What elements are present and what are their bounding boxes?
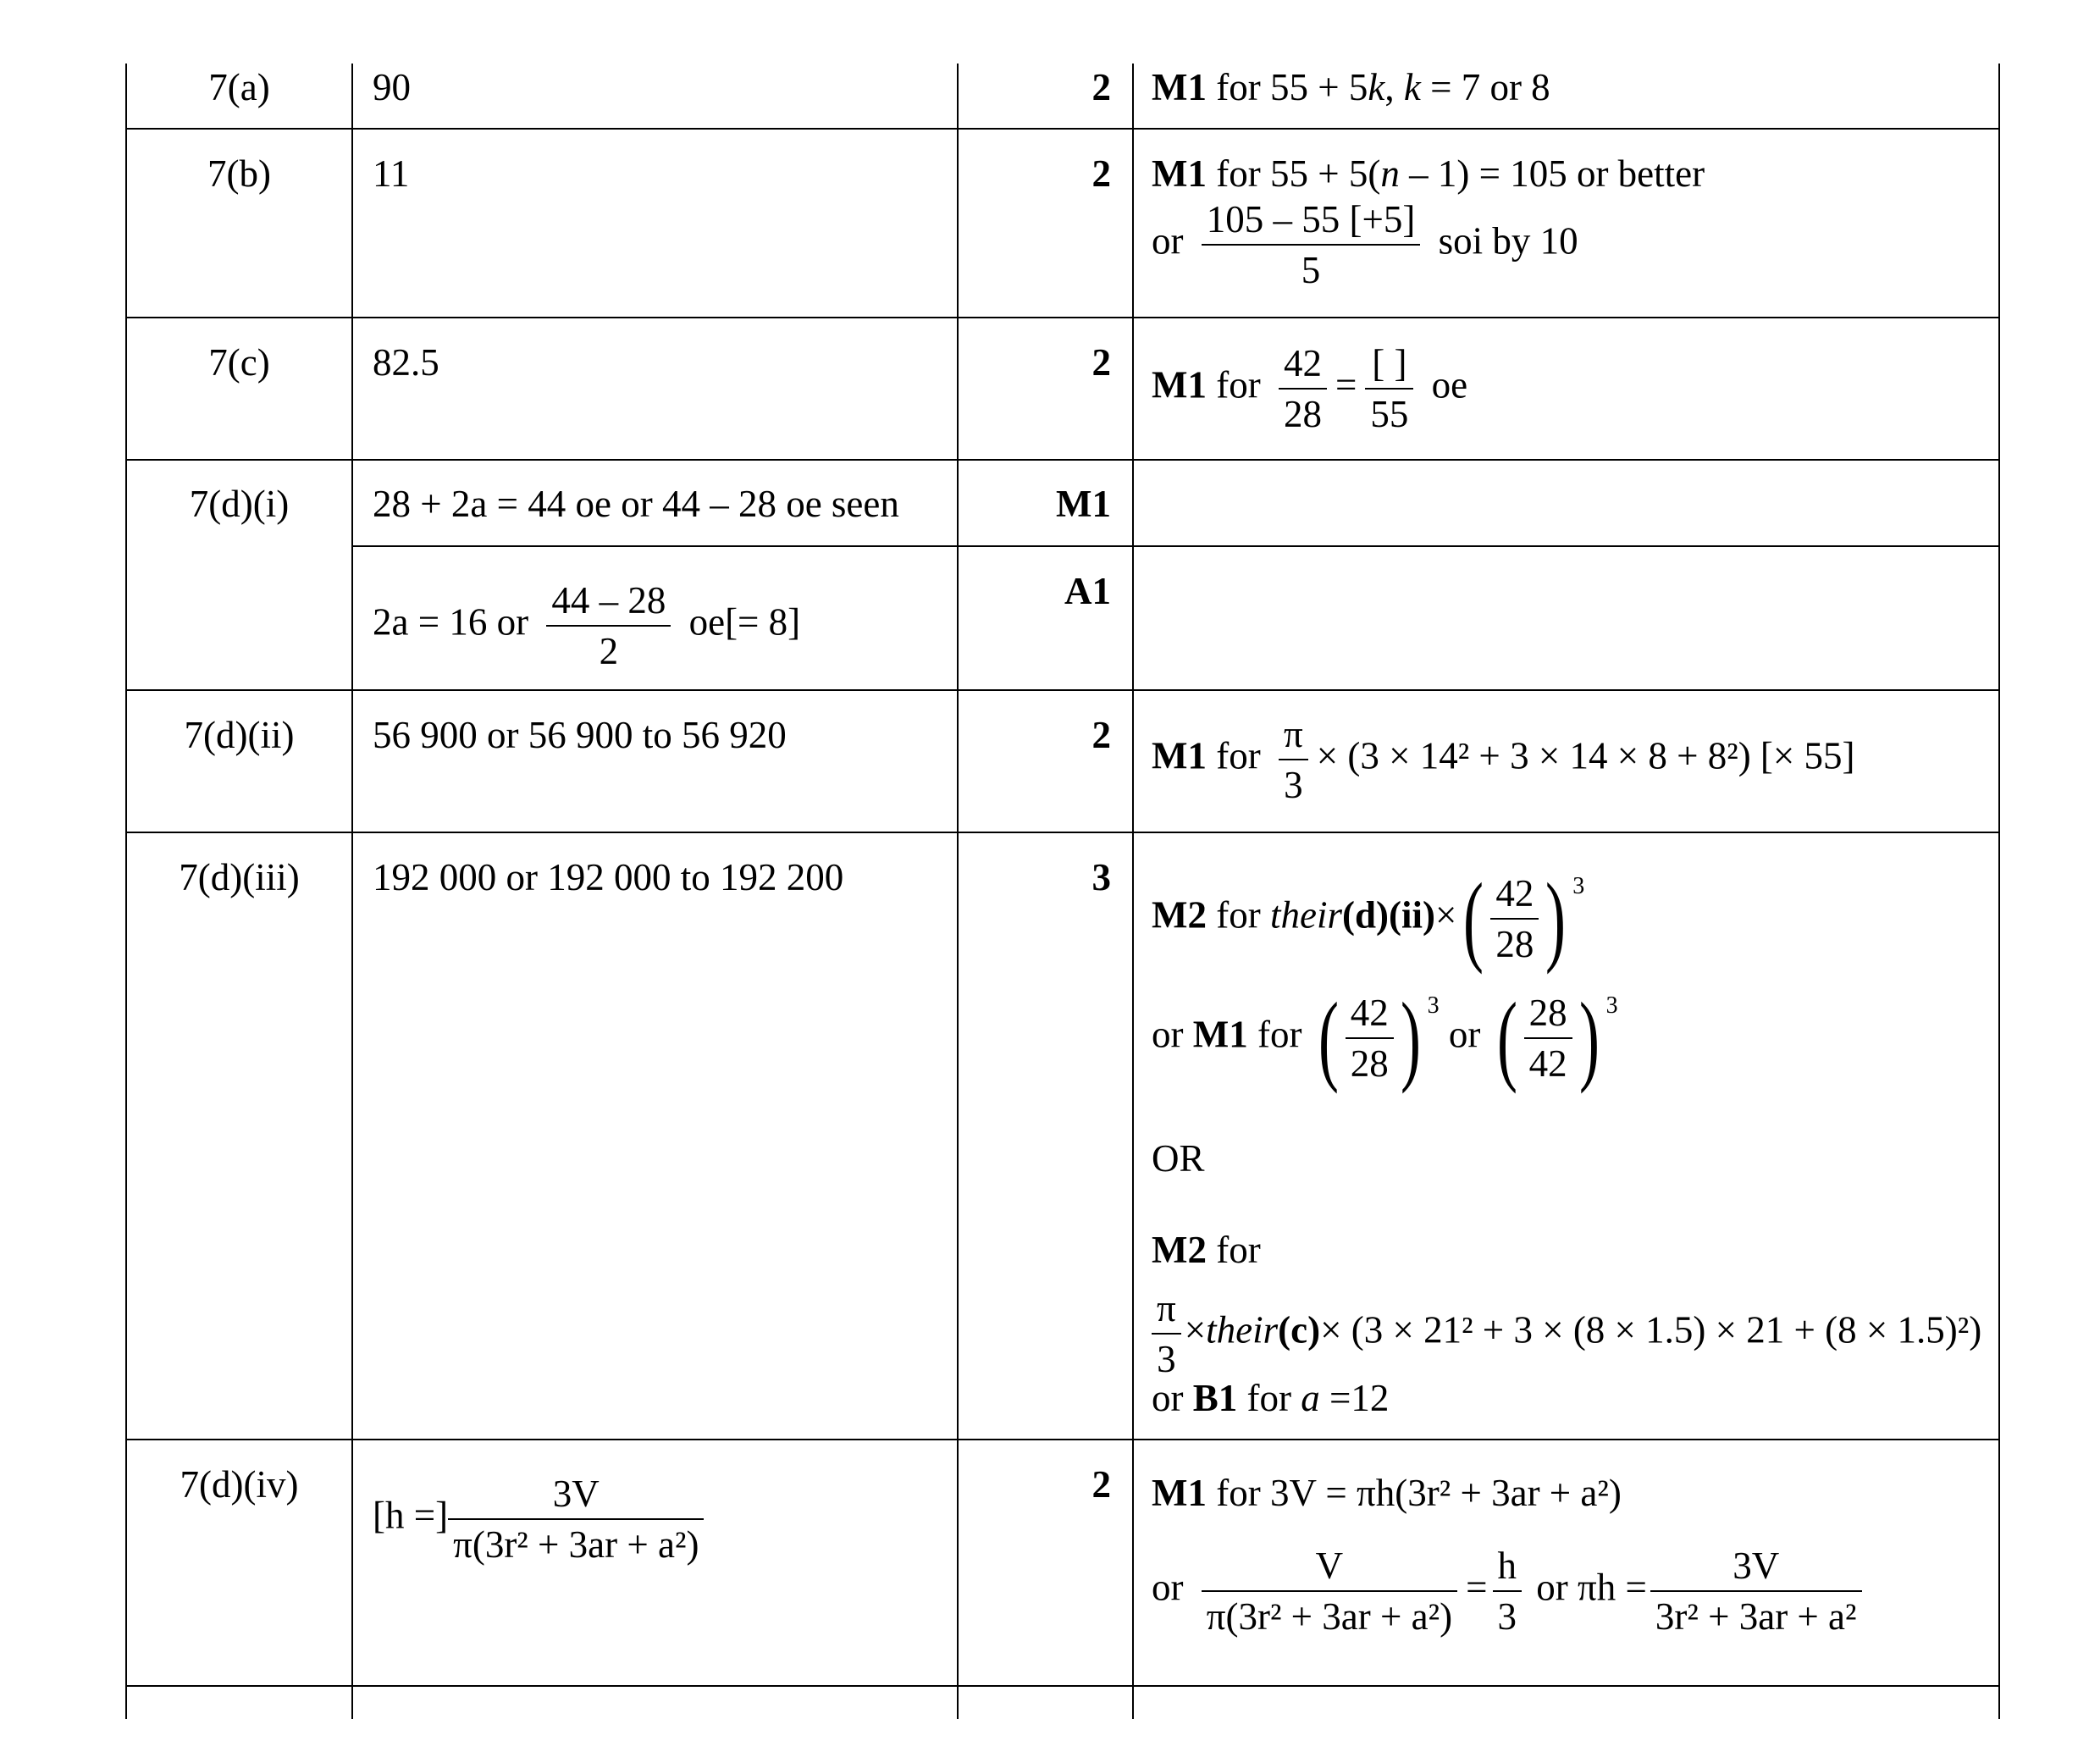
guidance-line-1: M1 for 55 + 5(n – 1) = 105 or better [1152,152,1705,195]
answer: 192 000 or 192 000 to 192 200 [373,856,844,898]
row-divider [125,1439,2000,1440]
answer: 56 900 or 56 900 to 56 920 [373,714,787,756]
row-divider [351,545,2000,547]
answer: 82.5 [373,341,439,384]
guidance-line-3: M2 for [1152,1229,1261,1271]
marks: M1 [1056,483,1111,525]
guidance-or: OR [1152,1137,1205,1180]
row-divider [125,459,2000,461]
row-divider [125,128,2000,130]
row-divider [125,689,2000,691]
marks: 3 [1091,856,1111,898]
row-divider [125,832,2000,833]
marks: A1 [1064,570,1111,612]
question-number: 7(d)(iii) [179,856,300,898]
guidance-line-5: or B1 for a =12 [1152,1377,1390,1419]
question-number: 7(d)(iv) [180,1463,299,1506]
guidance: M1 for 55 + 5k, k = 7 or 8 [1152,66,1550,108]
row-divider [125,1685,2000,1687]
guidance-line-1: M2 for their(d)(ii)×( $\frac{42}{28}$ ) $^3$ [1152,862,1585,975]
question-number: 7(a) [208,66,270,108]
guidance-line-1: M1 for 3V = πh(3r² + 3ar + a²) [1152,1472,1622,1514]
marks: 2 [1091,341,1111,384]
question-number: 7(d)(i) [189,483,290,525]
marks: 2 [1091,714,1111,756]
table-divider-3 [1132,64,1134,1719]
question-number: 7(c) [208,341,270,384]
guidance: M1 for $\frac{\pi}{3}$ × (3 × 14² + 3 × 14 × 8 + 8²) [× 55] [1152,710,1855,810]
answer: [h =] $\frac{3V}{\text{π(3r² + 3ar + a²)}}$ [373,1469,704,1569]
answer: 90 [373,66,411,108]
table-border-right [1998,64,2000,1719]
question-number: 7(d)(ii) [184,714,295,756]
marks: 2 [1091,1463,1111,1506]
fraction: $\frac{105 - 55 [+5]}{5}$ [1202,195,1421,295]
marks: 2 [1091,66,1111,108]
answer: 11 [373,152,410,195]
answer: 28 + 2a = 44 oe or 44 – 28 oe seen [373,483,899,525]
answer: 2a = 16 or $\frac{44 - 28}{2}$ oe[= 8] [373,576,800,676]
row-divider [125,317,2000,318]
guidance: M1 for $\frac{42}{28}$ = $\frac{[ ]}{55}$ oe [1152,339,1467,439]
question-number: 7(b) [207,152,271,195]
guidance-line-2: or M1 for ( $\frac{42}{28}$ ) $^3$ or ( $\frac{28}{42}$ ) $^3$ [1152,981,1618,1094]
table-divider-1 [351,64,353,1719]
guidance-line-4: $\frac{\pi}{3}$ ×their(c)× (3 × 21² + 3 × (8 × 1.5) × 21 + (8 × 1.5)²) [1152,1284,1981,1384]
marks: 2 [1091,152,1111,195]
guidance-line-2: or $\frac{V}{\text{π(3r² + 3ar + a²)}}$ = $\frac{h}{3}$ or πh = $\frac{3V}{\text{3r² + 3ar + a²}}$ [1152,1541,1865,1641]
guidance-line-2: or $\frac{105 - 55 [+5]}{5}$ soi by 10 [1152,195,1578,295]
